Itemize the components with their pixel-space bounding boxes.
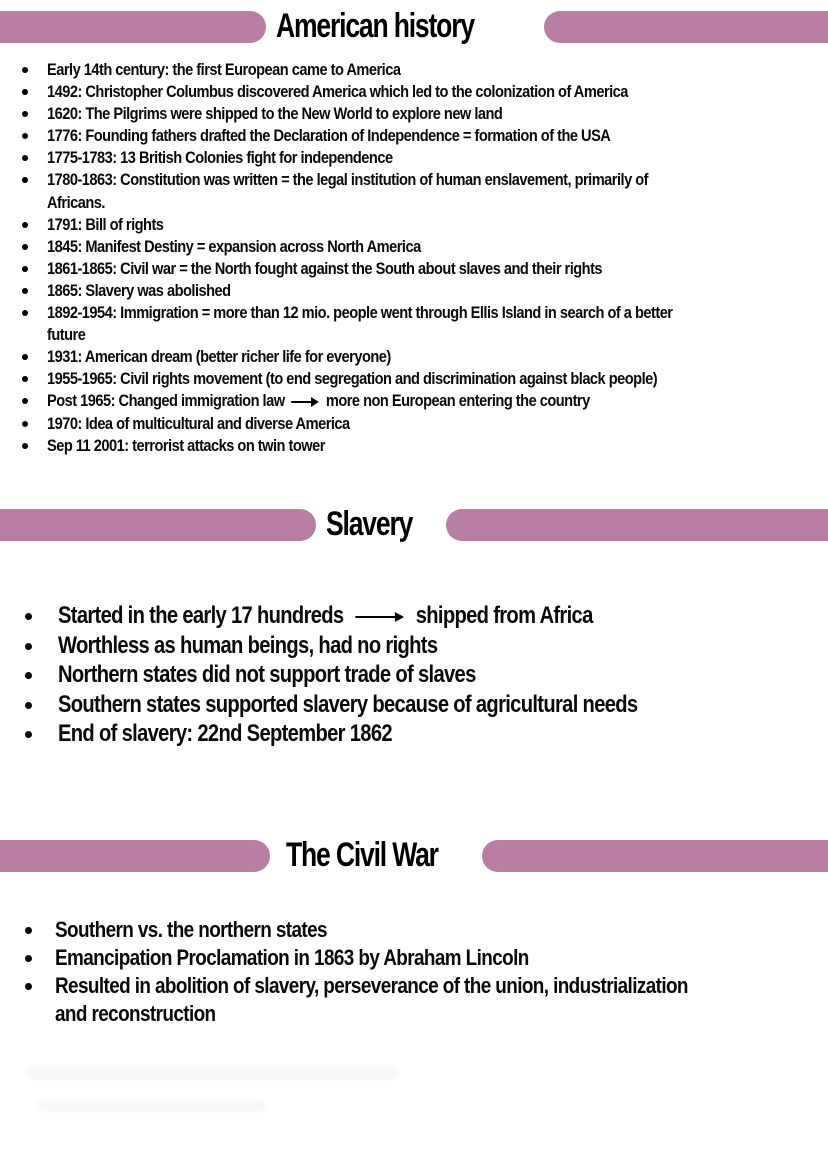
bullet-icon <box>22 177 28 183</box>
list-item <box>47 125 807 147</box>
bullet-icon <box>22 111 28 117</box>
item-text: Started in the early 17 hundreds <box>58 602 344 629</box>
list-item <box>58 719 748 749</box>
bullet-icon <box>25 702 32 709</box>
bullet-icon <box>22 67 28 73</box>
bullet-icon <box>25 643 32 650</box>
right-arrow-icon <box>355 610 404 624</box>
item-text: Early 14th century: the first European came to America <box>47 60 401 79</box>
bullet-icon <box>22 222 28 228</box>
list-item <box>55 972 791 1028</box>
item-text: Northern states did not support trade of slaves <box>58 661 476 688</box>
item-text: 1931: American dream (better richer life for everyone) <box>47 347 391 367</box>
list-item <box>47 103 807 125</box>
decorative-pill-left <box>0 11 266 43</box>
bullet-icon <box>22 244 28 250</box>
list-item <box>47 280 807 302</box>
item-text: 1791: Bill of rights <box>47 214 164 234</box>
item-text: 1775-1783: 13 British Colonies fight for independence <box>47 148 393 168</box>
bullet-icon <box>25 613 32 620</box>
list-item <box>58 660 748 690</box>
item-text-continued: Africans. <box>47 192 105 212</box>
item-text: 1780-1863: Constitution was written = the legal institution of human enslavement, primarily of <box>47 170 649 190</box>
item-text: 1861-1865: Civil war = the North fought against the South about slaves and their rights <box>47 258 603 278</box>
section-header-civil-war <box>0 836 828 874</box>
item-text-continued: future <box>47 325 86 345</box>
decorative-pill-right <box>446 509 828 541</box>
item-text: 1620: The Pilgrims were shipped to the New World to explore new land <box>47 104 503 124</box>
item-text: 1970: Idea of multicultural and diverse America <box>47 413 350 433</box>
item-text-after-arrow: shipped from Africa <box>415 602 593 629</box>
item-text: Resulted in abolition of slavery, perseverance of the union, industrialization <box>55 973 688 998</box>
item-text: Worthless as human beings, had no rights <box>58 631 438 659</box>
list-item <box>55 944 791 972</box>
bullet-icon <box>22 155 28 161</box>
list-item <box>58 631 748 661</box>
item-text: 1892-1954: Immigration = more than 12 mio. people went through Ellis Island in search of a better <box>47 303 673 323</box>
decorative-pill-left <box>0 509 316 541</box>
item-text: End of slavery: 22nd September 1862 <box>58 720 392 747</box>
item-text: 1492: Christopher Columbus discovered America which led to the colonization of America <box>47 82 628 102</box>
item-text: 1776: Founding fathers drafted the Declaration of Independence = formation of the USA <box>47 126 611 146</box>
list-item <box>47 214 807 236</box>
list-item <box>47 302 807 346</box>
list-item <box>47 435 807 457</box>
list-item <box>47 147 807 169</box>
list-item <box>58 690 748 720</box>
item-text: Southern vs. the northern states <box>55 917 327 942</box>
item-text-continued: and reconstruction <box>55 1001 216 1026</box>
section-title: The Civil War <box>286 836 438 874</box>
bullet-icon <box>22 354 28 360</box>
item-text: Emancipation Proclamation in 1863 by Abraham Lincoln <box>55 945 529 970</box>
bullet-icon <box>25 927 32 934</box>
slavery-list <box>58 601 748 749</box>
bullet-icon <box>25 955 32 962</box>
item-text: Southern states supported slavery because of agricultural needs <box>58 690 638 718</box>
bullet-icon <box>22 310 28 316</box>
bullet-icon <box>22 376 28 382</box>
bullet-icon <box>22 443 28 449</box>
civil-war-list <box>55 916 791 1028</box>
list-item <box>47 413 807 435</box>
section-header-american-history <box>0 7 828 45</box>
american-history-list <box>47 59 807 457</box>
item-text: Post 1965: Changed immigration law <box>47 391 285 411</box>
section-title: American history <box>276 7 474 45</box>
bullet-icon <box>22 266 28 272</box>
item-text: 1845: Manifest Destiny = expansion across North America <box>47 236 421 256</box>
decorative-pill-right <box>544 11 828 43</box>
list-item <box>47 368 807 390</box>
bullet-icon <box>22 421 28 427</box>
bullet-icon <box>25 983 32 990</box>
faint-smudge <box>36 1100 266 1112</box>
list-item <box>47 59 807 81</box>
item-text-after-arrow: more non European entering the country <box>325 391 590 411</box>
bullet-icon <box>22 288 28 294</box>
list-item <box>55 916 791 944</box>
section-title: Slavery <box>326 505 413 543</box>
faint-smudge <box>26 1066 400 1080</box>
bullet-icon <box>25 731 32 738</box>
item-text-with-arrow <box>47 390 590 412</box>
decorative-pill-right <box>482 840 828 872</box>
list-item <box>47 81 807 103</box>
right-arrow-icon <box>291 396 319 408</box>
bullet-icon <box>22 89 28 95</box>
list-item <box>47 169 807 213</box>
bullet-icon <box>22 133 28 139</box>
list-item <box>47 236 807 258</box>
item-text: 1865: Slavery was abolished <box>47 280 231 300</box>
list-item <box>58 601 748 631</box>
list-item <box>47 346 807 368</box>
bullet-icon <box>25 672 32 679</box>
bullet-icon <box>22 398 28 404</box>
item-text-with-arrow <box>58 601 593 631</box>
list-item <box>47 258 807 280</box>
item-text: Sep 11 2001: terrorist attacks on twin tower <box>47 435 325 455</box>
section-header-slavery <box>0 505 828 543</box>
list-item <box>47 390 807 412</box>
decorative-pill-left <box>0 840 270 872</box>
item-text: 1955-1965: Civil rights movement (to end segregation and discrimination against black people) <box>47 369 658 389</box>
